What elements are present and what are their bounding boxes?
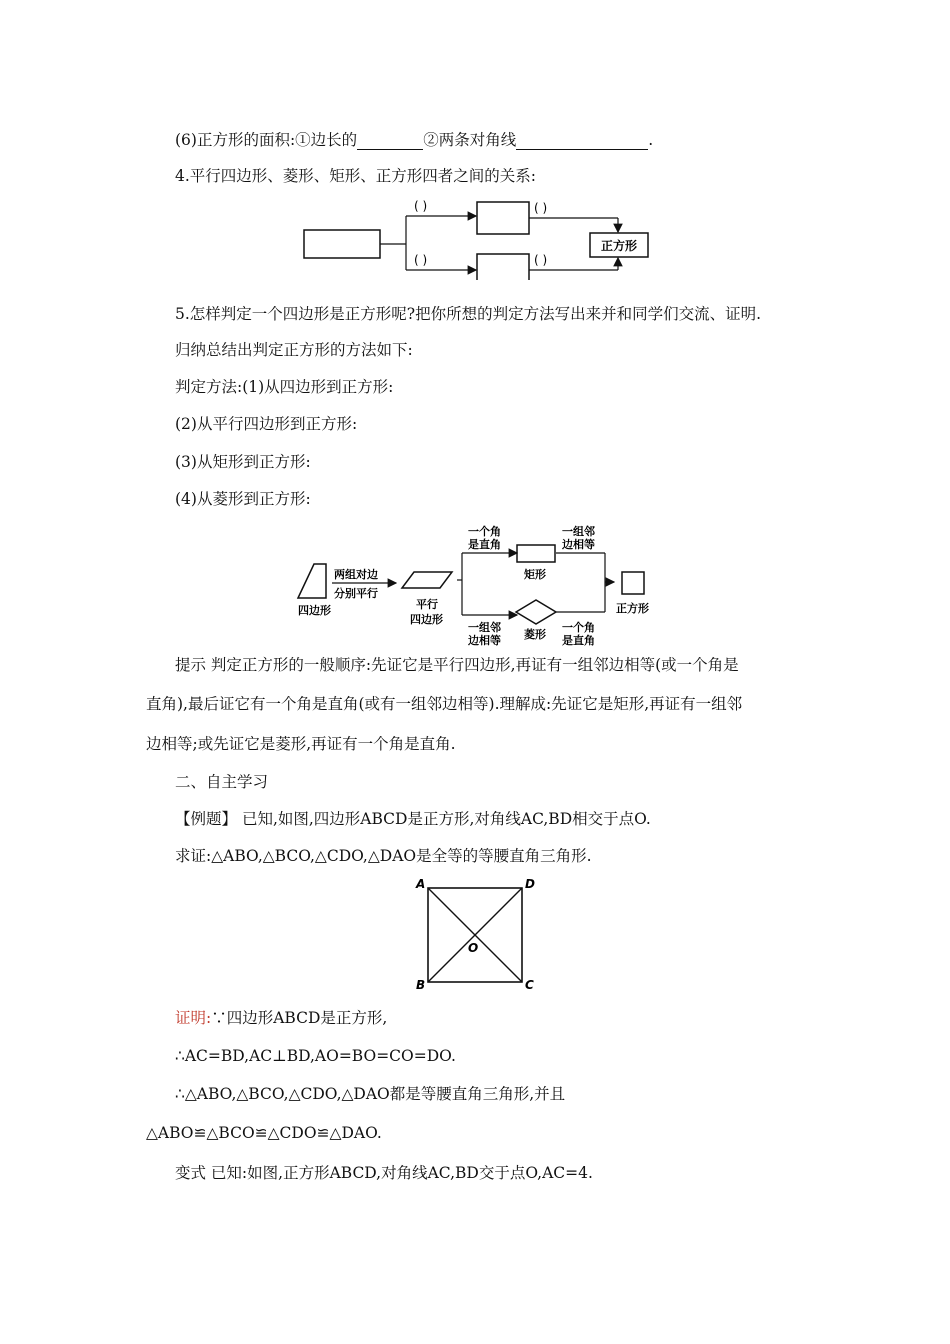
rhombus-label: 菱形 xyxy=(524,628,546,641)
vertex-label: D xyxy=(525,877,535,891)
section-heading: 二、自主学习 xyxy=(175,773,269,791)
branch-label: 一个角 xyxy=(468,525,501,538)
proof-line-3: ∴△ABO,△BCO,△CDO,△DAO都是等腰直角三角形,并且 xyxy=(175,1085,566,1103)
method-2: (2)从平行四边形到正方形: xyxy=(175,415,358,433)
branch-label: 一组邻 xyxy=(468,621,501,634)
proof-line-2: ∴AC=BD,AC⊥BD,AO=BO=CO=DO. xyxy=(175,1047,456,1065)
hint-line-3: 边相等;或先证它是菱形,再证有一个角是直角. xyxy=(146,735,456,753)
arrow-label: 两组对边 xyxy=(334,568,378,581)
proof-line-4: △ABO≌△BCO≌△CDO≌△DAO. xyxy=(146,1124,382,1142)
branch-label: 一个角 xyxy=(562,621,595,634)
answer-blank[interactable] xyxy=(516,133,648,150)
proof-label: 证明: xyxy=(175,1009,212,1027)
para-label: 四边形 xyxy=(410,613,443,626)
blank-box-bottom xyxy=(477,254,529,280)
relation-diagram xyxy=(300,196,660,280)
example-line: 【例题】 已知,如图,四边形ABCD是正方形,对角线AC,BD相交于点O. xyxy=(175,810,651,828)
proof-line-1: 证明:∵四边形ABCD是正方形, xyxy=(175,1009,388,1027)
method-4: (4)从菱形到正方形: xyxy=(175,490,311,508)
answer-blank[interactable] xyxy=(357,133,423,150)
square-label: 正方形 xyxy=(600,239,638,253)
blank-box-top xyxy=(477,202,529,234)
summary-line: 归纳总结出判定正方形的方法如下: xyxy=(175,341,413,359)
square-label: 正方形 xyxy=(616,602,649,615)
flow-diagram xyxy=(292,520,662,650)
branch-label: 是直角 xyxy=(468,538,501,551)
example-tag: 【例题】 xyxy=(175,810,238,828)
area-line: (6)正方形的面积:①边长的 ②两条对角线 . xyxy=(175,131,654,149)
vertex-label: B xyxy=(416,978,426,992)
vertex-label: A xyxy=(416,877,426,891)
method-3: (3)从矩形到正方形: xyxy=(175,453,311,471)
rectangle-shape xyxy=(517,545,555,562)
vertex-label: C xyxy=(525,978,534,992)
branch-label: 是直角 xyxy=(562,634,595,647)
paren-label: ( ) xyxy=(414,253,428,267)
quad-label: 四边形 xyxy=(298,604,331,617)
hint-line-2: 直角),最后证它有一个角是直角(或有一组邻边相等).理解成:先证它是矩形,再证有一组邻 xyxy=(146,695,743,713)
quadrilateral-shape xyxy=(298,564,326,598)
rect-label: 矩形 xyxy=(524,568,546,581)
square-shape xyxy=(622,572,644,594)
branch-label: 边相等 xyxy=(562,538,595,551)
hint-line-1: 提示 判定正方形的一般顺序:先证它是平行四边形,再证有一组邻边相等(或一个角是 xyxy=(175,656,739,674)
prove-line: 求证:△ABO,△BCO,△CDO,△DAO是全等的等腰直角三角形. xyxy=(175,847,592,865)
para-label: 平行 xyxy=(416,598,438,611)
paren-label: ( ) xyxy=(414,199,428,213)
rhombus-shape xyxy=(516,600,556,624)
paren-label: ( ) xyxy=(534,253,548,267)
paren-label: ( ) xyxy=(534,201,548,215)
question-4: 4.平行四边形、菱形、矩形、正方形四者之间的关系: xyxy=(175,167,537,185)
question-5: 5.怎样判定一个四边形是正方形呢?把你所想的判定方法写出来并和同学们交流、证明. xyxy=(175,305,762,323)
blank-box-parallelogram xyxy=(304,230,380,258)
variant-line: 变式 已知:如图,正方形ABCD,对角线AC,BD交于点O,AC=4. xyxy=(175,1164,593,1182)
parallelogram-shape xyxy=(402,572,452,588)
branch-label: 一组邻 xyxy=(562,525,595,538)
center-label: O xyxy=(468,941,479,955)
arrow-label: 分别平行 xyxy=(334,587,378,600)
branch-label: 边相等 xyxy=(468,634,501,647)
method-1: 判定方法:(1)从四边形到正方形: xyxy=(175,378,394,396)
square-figure xyxy=(412,876,540,992)
